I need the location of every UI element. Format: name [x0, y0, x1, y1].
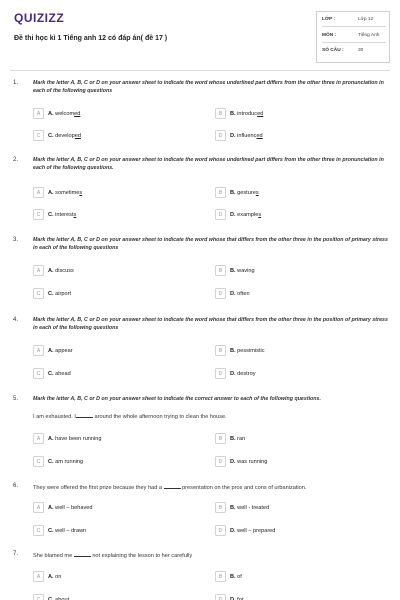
worksheet-header — [0, 0, 400, 70]
question-number: 5. — [13, 396, 19, 402]
info-key: MÔN : — [322, 33, 337, 38]
option-letter-box: C — [33, 130, 44, 141]
option-label: D. often — [230, 291, 250, 297]
underlined-part: s — [79, 190, 83, 196]
option-letter-box: B — [215, 108, 226, 119]
option-label: D. for — [230, 597, 244, 600]
option-letter-box: A — [33, 433, 44, 444]
underlined-part: ed — [256, 133, 263, 139]
question-text: Mark the letter A, B, C or D on your answer sheet to indicate the word whose underlined part differs from the other three in pronunciation in each of the following questions. — [33, 157, 384, 171]
option-label: B. introduced — [230, 111, 264, 117]
option-letter-box: D — [215, 130, 226, 141]
option-letter-box: C — [33, 456, 44, 467]
option-label: A. discuss — [48, 268, 74, 274]
question-text: She blamed me not explaining the lesson to her carefully — [33, 553, 193, 559]
option-label: D. destroy — [230, 371, 256, 377]
option-letter-box: B — [215, 345, 226, 356]
option-label: C. airport — [48, 291, 72, 297]
option-label: B. ran — [230, 436, 246, 442]
option-letter-box: C — [33, 594, 44, 600]
option-letter-box: C — [33, 209, 44, 220]
option-letter-box: D — [215, 368, 226, 379]
option-label: C. developed — [48, 133, 81, 139]
info-value: 30 — [358, 48, 364, 53]
option-label: D. examples — [230, 212, 262, 218]
info-divider — [322, 42, 386, 43]
option-label: A. sometimes — [48, 190, 83, 196]
option-label: C. about — [48, 597, 70, 600]
option-label: C. interests — [48, 212, 77, 218]
option-letter-box: D — [215, 525, 226, 536]
question-sentence: I am exhausted. I around the whole afternoon trying to clean the house. — [33, 414, 227, 420]
underlined-part: ed — [257, 111, 264, 117]
option-letter-box: B — [215, 265, 226, 276]
option-letter-box: C — [33, 525, 44, 536]
info-divider — [322, 26, 386, 27]
option-label: B. gestures — [230, 190, 259, 196]
option-letter-box: B — [215, 187, 226, 198]
option-label: A. have been running — [48, 436, 102, 442]
option-label: C. am running — [48, 459, 84, 465]
question-number: 2. — [13, 157, 19, 163]
option-letter-box: D — [215, 456, 226, 467]
option-letter-box: B — [215, 571, 226, 582]
question-text: They were offered the first prize because they had a presentation on the pros and cons of urbanization. — [33, 485, 307, 491]
info-box — [316, 11, 390, 63]
header-divider — [10, 70, 390, 71]
option-label: B. well - treated — [230, 505, 270, 511]
option-label: B. of — [230, 574, 242, 580]
underlined-part: ed — [74, 133, 81, 139]
option-letter-box: A — [33, 108, 44, 119]
question-number: 3. — [13, 237, 19, 243]
question-number: 6. — [13, 483, 19, 489]
option-letter-box: A — [33, 571, 44, 582]
quizizz-logo: QUIZIZZ — [14, 11, 65, 25]
option-label: C. well – drawn — [48, 528, 87, 534]
option-letter-box: A — [33, 265, 44, 276]
question-text: Mark the letter A, B, C or D on your answer sheet to indicate the word whose that differs from the other three in the position of primary stress in each of the following questions — [33, 317, 388, 331]
option-label: D. well – prepared — [230, 528, 276, 534]
worksheet-title: Đề thi học kì 1 Tiếng anh 12 có đáp án( đề 17 ) — [14, 35, 168, 42]
underlined-part: ed — [74, 111, 81, 117]
answer-blank — [164, 484, 181, 489]
option-letter-box: D — [215, 209, 226, 220]
option-letter-box: D — [215, 594, 226, 600]
option-letter-box: C — [33, 368, 44, 379]
option-label: D. was running — [230, 459, 268, 465]
option-letter-box: A — [33, 502, 44, 513]
question-text: Mark the letter A, B, C or D on your answer sheet to indicate the word whose underlined part differs from the other three in pronunciation in each of the following questions — [33, 80, 384, 94]
question-number: 7. — [13, 551, 19, 557]
underlined-part: s — [73, 212, 77, 218]
answer-blank — [76, 413, 93, 418]
option-label: A. appear — [48, 348, 73, 354]
option-label: D. influenced — [230, 133, 263, 139]
option-letter-box: B — [215, 433, 226, 444]
question-text: Mark the letter A, B, C or D on your answer sheet to indicate the word whose that differs from the other three in the position of primary stress in each of the following questions — [33, 237, 388, 251]
underlined-part: s — [255, 190, 259, 196]
option-label: A. welcomed — [48, 111, 81, 117]
option-letter-box: A — [33, 345, 44, 356]
option-label: B. waving — [230, 268, 255, 274]
option-letter-box: B — [215, 502, 226, 513]
option-label: A. on — [48, 574, 62, 580]
answer-blank — [74, 552, 91, 557]
option-letter-box: C — [33, 288, 44, 299]
question-text: Mark the letter A, B, C or D on your answer sheet to indicate the correct answer to each of the following questions. — [33, 396, 321, 402]
option-letter-box: A — [33, 187, 44, 198]
info-key: SỐ CÂU : — [322, 48, 344, 53]
info-key: LỚP : — [322, 17, 336, 22]
option-letter-box: D — [215, 288, 226, 299]
option-label: A. well – behaved — [48, 505, 93, 511]
question-number: 1. — [13, 80, 19, 86]
option-label: C. ahead — [48, 371, 71, 377]
question-number: 4. — [13, 317, 19, 323]
info-value: Tiếng Anh — [358, 33, 380, 38]
option-label: B. pessimistic — [230, 348, 265, 354]
info-value: Lớp 12 — [358, 17, 374, 22]
underlined-part: s — [258, 212, 262, 218]
